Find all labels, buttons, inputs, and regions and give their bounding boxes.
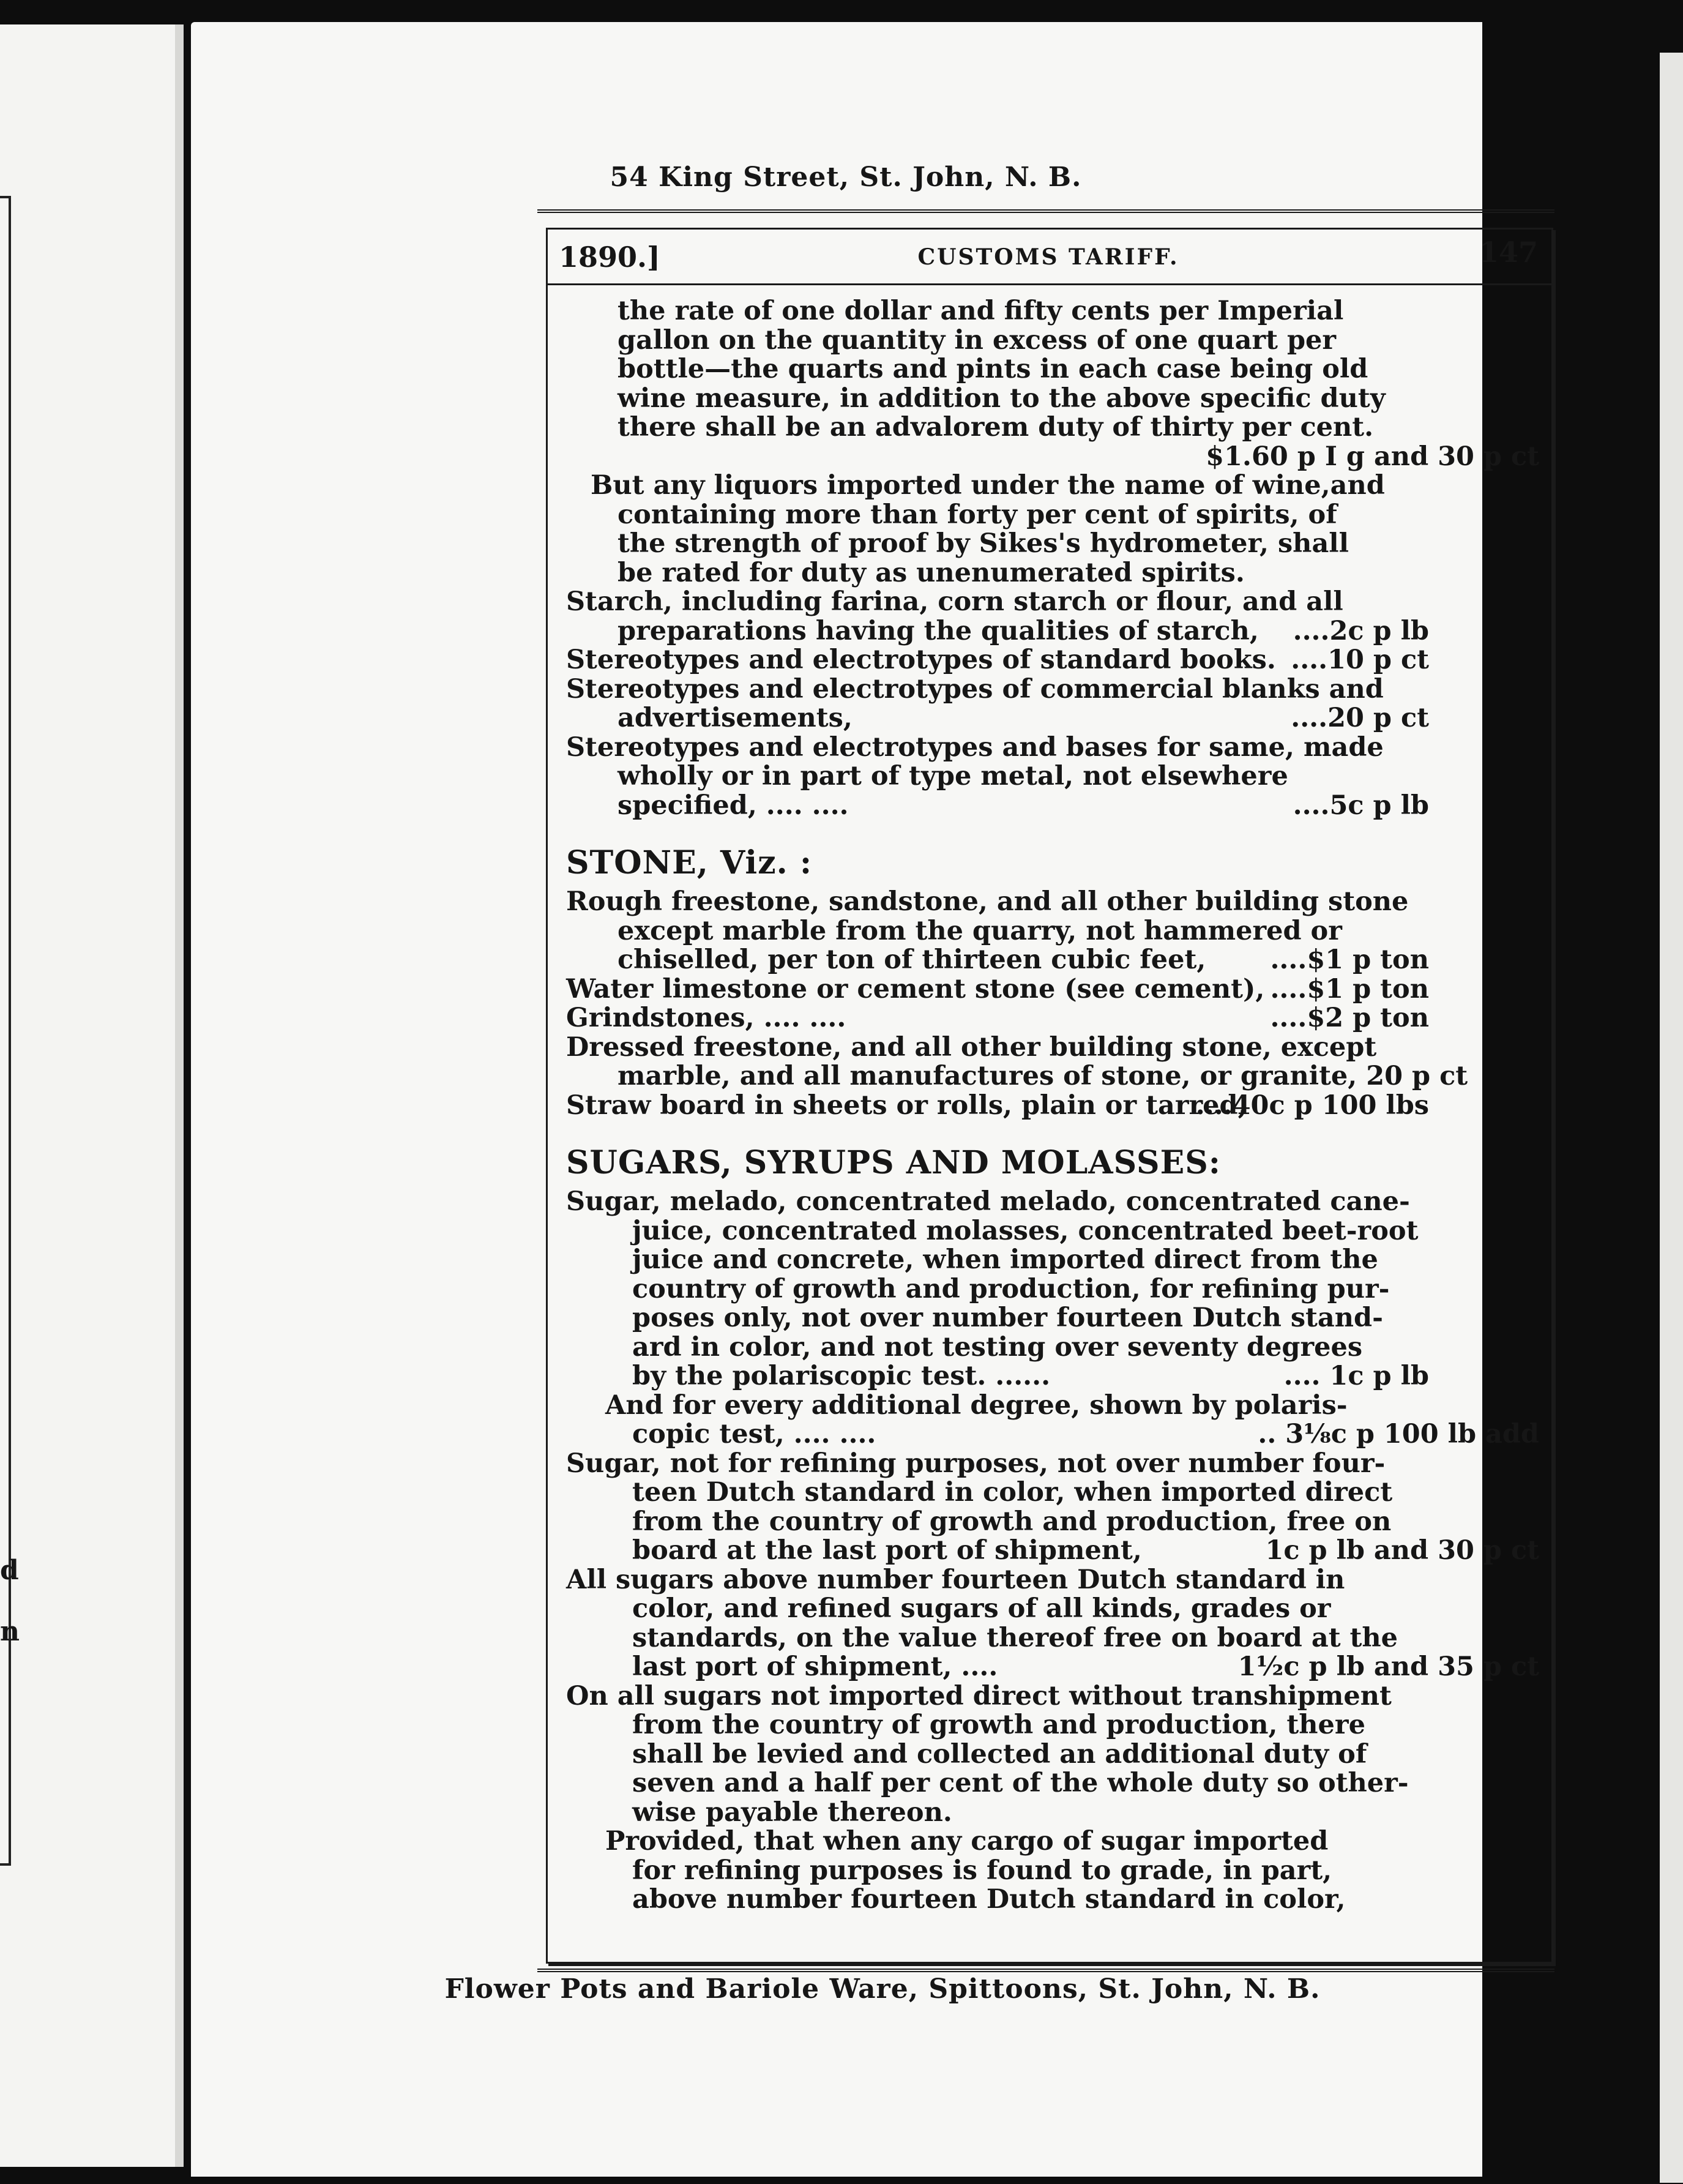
facing-page-frame bbox=[0, 196, 11, 1866]
text-line bbox=[566, 917, 1539, 946]
line-text: Stereotypes and electrotypes of standard books. bbox=[566, 645, 1276, 675]
line-text: color, and refined sugars of all kinds, grades or bbox=[632, 1593, 1331, 1624]
line-text: teen Dutch standard in color, when imported direct bbox=[632, 1477, 1393, 1508]
text-line bbox=[566, 413, 1539, 443]
tariff-body bbox=[566, 297, 1539, 1915]
line-text: On all sugars not imported direct without transhipment bbox=[566, 1680, 1392, 1711]
duty-rate: ....$1 p ton bbox=[1270, 973, 1429, 1004]
line-text: chiselled, per ton of thirteen cubic feet, bbox=[618, 944, 1206, 975]
line-text: for refining purposes is found to grade, in part, bbox=[632, 1855, 1332, 1886]
line-text: from the country of growth and production, there bbox=[632, 1710, 1365, 1740]
text-line bbox=[566, 1653, 1539, 1682]
section-heading-stone: STONE, Viz. : bbox=[566, 844, 813, 881]
line-text: Grindstones, .... .... bbox=[566, 1003, 846, 1033]
text-line bbox=[566, 762, 1539, 791]
text-line bbox=[566, 1275, 1539, 1304]
line-text: Sugar, not for refining purposes, not over number four- bbox=[566, 1448, 1386, 1479]
line-text: containing more than forty per cent of spirits, of bbox=[618, 499, 1337, 530]
text-line bbox=[566, 1595, 1539, 1624]
line-text: juice and concrete, when imported direct from the bbox=[632, 1244, 1378, 1275]
text-frame-inner bbox=[546, 228, 1553, 1964]
text-line bbox=[566, 1333, 1539, 1363]
line-text: But any liquors imported under the name of wine,and bbox=[591, 470, 1385, 501]
section-heading-sugars: SUGARS, SYRUPS AND MOLASSES: bbox=[566, 1144, 1221, 1181]
line-text: Starch, including farina, corn starch or flour, and all bbox=[566, 586, 1343, 617]
facing-page-edge bbox=[175, 24, 184, 2167]
text-line bbox=[566, 529, 1539, 559]
text-frame bbox=[537, 209, 1554, 1972]
running-head: 54 King Street, St. John, N. B. bbox=[610, 162, 1082, 193]
text-line bbox=[566, 1508, 1539, 1537]
running-foot: Flower Pots and Bariole Ware, Spittoons, St. John, N. B. bbox=[444, 1973, 1321, 2005]
text-line bbox=[566, 471, 1539, 501]
duty-rate: ....2c p lb bbox=[1293, 615, 1429, 646]
line-text: seven and a half per cent of the whole duty so other- bbox=[632, 1768, 1409, 1798]
line-text: advertisements, bbox=[618, 703, 853, 733]
duty-rate: .... 1c p lb bbox=[1283, 1361, 1429, 1391]
line-text: wholly or in part of type metal, not elsewhere bbox=[618, 761, 1288, 791]
line-text: Water limestone or cement stone (see cement), bbox=[566, 973, 1265, 1004]
text-line bbox=[566, 297, 1539, 326]
line-text: the rate of one dollar and fifty cents per Imperial bbox=[618, 296, 1344, 326]
text-line bbox=[566, 1798, 1539, 1828]
line-text: preparations having the qualities of starch, bbox=[618, 615, 1259, 646]
line-text: Stereotypes and electrotypes of commercial blanks and bbox=[566, 673, 1384, 705]
text-line bbox=[566, 946, 1539, 975]
text-line bbox=[566, 1769, 1539, 1798]
duty-rate: ....40c p 100 lbs bbox=[1195, 1090, 1429, 1121]
duty-rate: ....5c p lb bbox=[1293, 790, 1429, 821]
line-text: the strength of proof by Sikes's hydrometer, shall bbox=[618, 528, 1349, 559]
line-text: from the country of growth and production, free on bbox=[632, 1506, 1392, 1537]
line-text: Provided, that when any cargo of sugar imported bbox=[605, 1826, 1329, 1857]
text-line bbox=[566, 1449, 1539, 1479]
text-line bbox=[566, 1740, 1539, 1770]
facing-page bbox=[0, 24, 184, 2167]
liquors-starch-block bbox=[566, 297, 1539, 820]
text-line bbox=[566, 1885, 1539, 1915]
line-text: above number fourteen Dutch standard in color, bbox=[632, 1884, 1346, 1915]
line-text: board at the last port of shipment, bbox=[632, 1535, 1142, 1566]
text-line bbox=[566, 443, 1539, 472]
duty-rate: ....$1 p ton bbox=[1270, 944, 1429, 975]
text-line bbox=[566, 1478, 1539, 1508]
line-text: Sugar, melado, concentrated melado, concentrated cane- bbox=[566, 1186, 1410, 1217]
duty-rate: ....20 p ct bbox=[1291, 703, 1429, 733]
text-line bbox=[566, 617, 1539, 646]
text-line bbox=[566, 1391, 1539, 1421]
line-text: there shall be an advalorem duty of thirty per cent. bbox=[618, 412, 1374, 443]
line-text: by the polariscopic test. ...... bbox=[632, 1361, 1051, 1391]
sugars-block bbox=[566, 1187, 1539, 1915]
text-line bbox=[566, 1827, 1539, 1857]
text-line bbox=[566, 501, 1539, 530]
line-text: specified, .... .... bbox=[618, 790, 849, 821]
text-line bbox=[566, 355, 1539, 384]
line-text: Straw board in sheets or rolls, plain or tarred, bbox=[566, 1090, 1247, 1121]
text-line bbox=[566, 1566, 1539, 1595]
text-line bbox=[566, 559, 1539, 588]
line-text: juice, concentrated molasses, concentrated beet-root bbox=[632, 1215, 1419, 1246]
line-text: All sugars above number fourteen Dutch standard in bbox=[566, 1564, 1345, 1595]
text-line bbox=[566, 733, 1539, 763]
page-header bbox=[559, 236, 1538, 279]
text-line bbox=[566, 1857, 1539, 1886]
text-line bbox=[566, 704, 1539, 733]
line-text: country of growth and production, for refining pur- bbox=[632, 1273, 1390, 1304]
text-line bbox=[566, 1304, 1539, 1333]
line-text: Stereotypes and electrotypes and bases for same, made bbox=[566, 731, 1384, 763]
text-line bbox=[566, 1246, 1539, 1275]
facing-page-fragment: d bbox=[0, 1555, 19, 1586]
duty-rate: ....$2 p ton bbox=[1270, 1003, 1429, 1033]
line-text: marble, and all manufactures of stone, or granite, 20 p ct bbox=[618, 1061, 1468, 1091]
text-line bbox=[566, 675, 1539, 705]
duty-rate: 1½c p lb and 35 p ct bbox=[1237, 1651, 1539, 1682]
line-text: bottle—the quarts and pints in each case being old bbox=[618, 354, 1368, 384]
text-line bbox=[566, 1536, 1539, 1566]
page-edge bbox=[1660, 53, 1683, 2183]
line-text: And for every additional degree, shown by polaris- bbox=[605, 1389, 1348, 1421]
text-line bbox=[566, 384, 1539, 414]
duty-rate: .. 3⅛c p 100 lb add bbox=[1258, 1419, 1539, 1449]
line-text: gallon on the quantity in excess of one quart per bbox=[618, 324, 1337, 356]
text-line bbox=[566, 1062, 1539, 1091]
line-text: poses only, not over number fourteen Dutch stand- bbox=[632, 1303, 1383, 1333]
line-text: last port of shipment, .... bbox=[632, 1651, 998, 1682]
text-line bbox=[566, 1711, 1539, 1740]
text-line bbox=[566, 1682, 1539, 1711]
line-text: Rough freestone, sandstone, and all other building stone bbox=[566, 886, 1409, 917]
text-line bbox=[566, 1187, 1539, 1217]
line-text: except marble from the quarry, not hammered or bbox=[618, 915, 1342, 946]
text-line bbox=[566, 888, 1539, 917]
text-line bbox=[566, 1624, 1539, 1653]
line-text: standards, on the value thereof free on board at the bbox=[632, 1622, 1398, 1653]
text-line bbox=[566, 975, 1539, 1004]
text-line bbox=[566, 1033, 1539, 1063]
text-line bbox=[566, 1004, 1539, 1033]
stone-block bbox=[566, 888, 1539, 1120]
text-line bbox=[566, 791, 1539, 821]
line-text: wine measure, in addition to the above specific duty bbox=[618, 383, 1386, 414]
text-line bbox=[566, 326, 1539, 356]
text-line bbox=[566, 1217, 1539, 1246]
duty-rate: $1.60 p I g and 30 p ct bbox=[1206, 441, 1539, 472]
text-line bbox=[566, 646, 1539, 675]
line-text: Dressed freestone, and all other building stone, except bbox=[566, 1031, 1377, 1063]
line-text: ard in color, and not testing over seventy degrees bbox=[632, 1331, 1363, 1363]
duty-rate: ....10 p ct bbox=[1291, 645, 1429, 675]
facing-page-fragment: n bbox=[0, 1616, 20, 1647]
text-line bbox=[566, 1091, 1539, 1121]
line-text: shall be levied and collected an additional duty of bbox=[632, 1738, 1367, 1770]
text-line bbox=[566, 1420, 1539, 1449]
header-title: CUSTOMS TARIFF. bbox=[917, 244, 1179, 270]
line-text: be rated for duty as unenumerated spirits. bbox=[618, 557, 1245, 588]
header-rule bbox=[548, 283, 1551, 285]
duty-rate: 1c p lb and 30 p ct bbox=[1265, 1535, 1539, 1566]
text-line bbox=[566, 588, 1539, 617]
line-text: wise payable thereon. bbox=[632, 1797, 952, 1828]
line-text: copic test, .... .... bbox=[632, 1419, 876, 1449]
page-number: 147 bbox=[1479, 236, 1538, 269]
header-year: 1890.] bbox=[559, 241, 660, 274]
page bbox=[191, 22, 1539, 2177]
text-line bbox=[566, 1362, 1539, 1391]
